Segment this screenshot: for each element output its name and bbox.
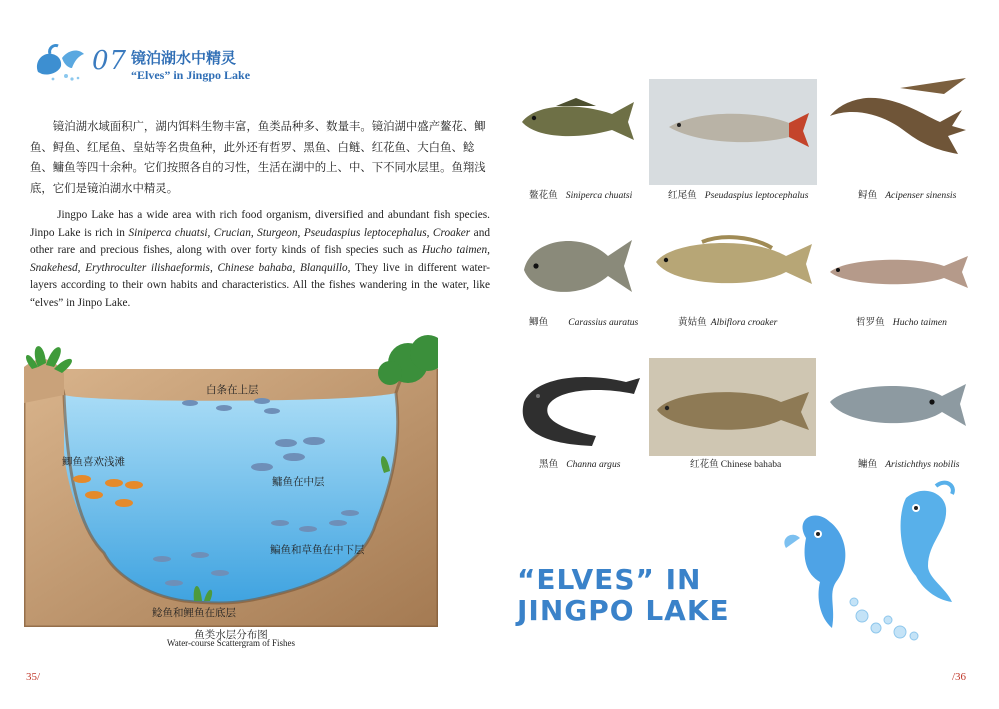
dolphin-logo-icon (28, 38, 88, 84)
para-en-text: , They live in different water-layers according to their own habits and characteristics. All the fishes wandering in the water, like “elves” in Jinpo Lake. (30, 261, 490, 309)
fish-label-7 (539, 456, 620, 470)
fish-name-cn: 红尾鱼 (668, 190, 697, 201)
fish-label-5 (678, 314, 777, 328)
fish-label-1 (529, 187, 632, 201)
body-paragraph-en (30, 207, 490, 313)
fish-label-9 (858, 456, 960, 470)
elves-title-line2: JINGPO LAKE (517, 594, 730, 627)
fish-name-cn: 鳌花鱼 (529, 190, 558, 201)
fish-name-cn: 黄姑鱼 (678, 317, 707, 328)
diagram-caption-cn: 鱼类水层分布图 (194, 629, 268, 641)
fish-name-sci: Channa argus (566, 459, 621, 470)
fish-name-sci: Acipenser sinensis (885, 190, 957, 201)
fish-image-acipenser (826, 76, 970, 162)
fish-name-cn: 哲罗鱼 (856, 317, 885, 328)
diagram-caption-en: Water-course Scattergram of Fishes (166, 638, 296, 648)
fish-label-3 (858, 187, 956, 201)
fish-name-cn: 黑鱼 (539, 459, 559, 470)
fish-label-4 (529, 314, 638, 328)
fish-photo-bahaba (649, 358, 816, 456)
elves-title-line1: “ELVES” IN (517, 563, 702, 596)
fish-mascots-illustration (776, 478, 976, 648)
fish-name-sci: Carassius auratus (568, 317, 639, 328)
fish-name-sci: Chinese bahaba (720, 459, 782, 470)
para-en-species-2: Hucho taimen, Snakehesd, Erythroculter ilishaeformis, Chinese bahaba, Blanquillo (30, 244, 490, 274)
section-title-en: “Elves” in Jingpo Lake (131, 68, 251, 82)
fish-name-cn: 红花鱼 (690, 459, 719, 470)
fish-image-aristichthys (826, 374, 970, 438)
section-number: 07 (92, 46, 128, 76)
fish-image-hucho (826, 248, 972, 294)
label-middle-layer: 鳙鱼在中层 (272, 476, 325, 488)
fish-name-cn: 鲫鱼 (529, 317, 549, 328)
lake-layer-diagram (24, 333, 438, 627)
para-en-text: and other rare and precious fishes, along with over forty kinds of fish species such as (30, 226, 490, 257)
label-top-layer: 白条在上层 (206, 384, 259, 396)
fish-image-carassius (520, 226, 636, 302)
fish-label-8 (690, 456, 781, 470)
label-midlow-layer: 鳊鱼和草鱼在中下层 (270, 544, 365, 556)
fish-name-sci: Pseudaspius leptocephalus (704, 190, 809, 201)
fish-name-sci: Albiflora croaker (710, 317, 778, 328)
label-bottom-layer: 鲶鱼和鲤鱼在底层 (152, 607, 236, 619)
section-title-cn: 镜泊湖水中精灵 (131, 49, 237, 67)
fish-name-cn: 鲟鱼 (858, 190, 878, 201)
fish-name-sci: Hucho taimen (892, 317, 947, 328)
page-number-right: /36 (952, 671, 967, 683)
fish-name-sci: Aristichthys nobilis (885, 459, 960, 470)
fish-label-6 (856, 314, 947, 328)
body-paragraph-cn: 镜泊湖水域面积广，湖内饵料生物丰富，鱼类品种多、数量丰。镜泊湖中盛产鳌花、鲫鱼、鲟鱼、红尾鱼、皇姑等名贵鱼种，此外还有哲罗、黑鱼、白鲢、红花鱼、大白鱼、鲶鱼、鳙鱼等四十余种。它们按照各自的习性，生活在湖中的上、中、下不同水层里。鱼翔浅底，它们是镜泊湖水中精灵。 (30, 119, 486, 195)
fish-name-cn: 鳙鱼 (858, 459, 878, 470)
fish-name-sci: Siniperca chuatsi (565, 190, 633, 201)
label-shallow: 鲫鱼喜欢浅滩 (62, 456, 125, 468)
fish-image-siniperca (516, 96, 640, 146)
fish-photo-pseudaspius (649, 79, 817, 185)
fish-image-channa (516, 372, 642, 448)
fish-label-2 (668, 187, 808, 201)
para-en-text: Jingpo Lake has a wide area with rich food organism, diversified and abundant fish species. Jinpo Lake is rich in (30, 209, 490, 239)
para-en-species-1: Siniperca chuatsi, Crucian, Sturgeon, Pseudaspius leptocephalus, Croaker (128, 226, 471, 239)
page-number-left: 35/ (26, 671, 41, 683)
fish-image-albiflora (652, 232, 818, 294)
